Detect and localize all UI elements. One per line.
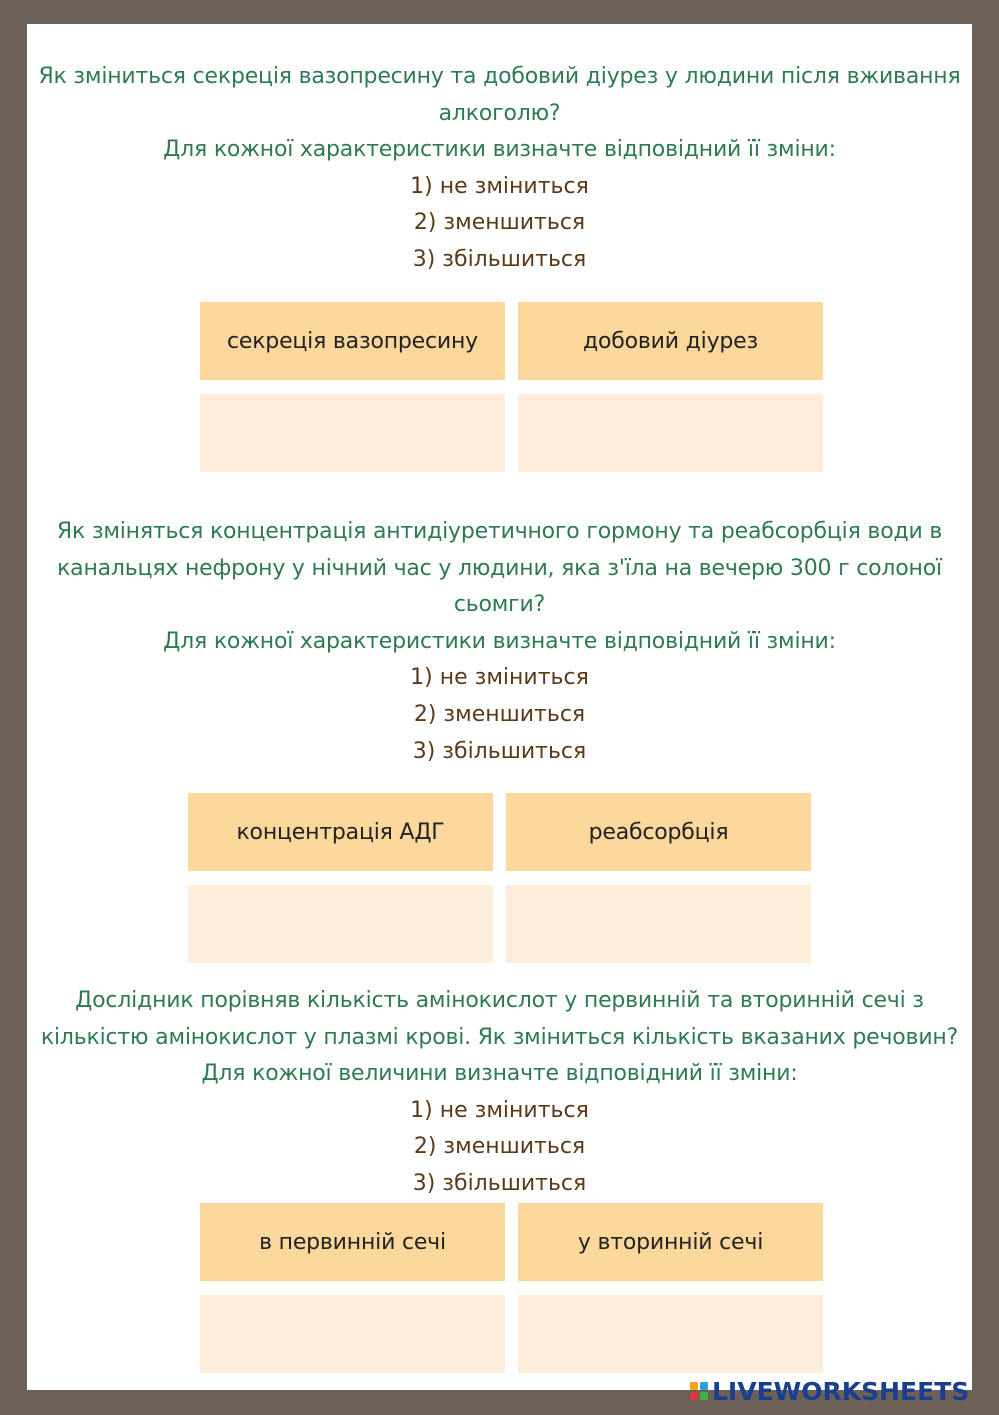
question-3 xyxy=(27,983,972,1203)
question-2-line-1: Як зміняться концентрація антидіуретичного гормону та реабсорбція води в xyxy=(56,519,943,544)
header-diuresis: добовий діурез xyxy=(518,302,823,380)
header-adh-concentration: концентрація АДГ xyxy=(188,793,493,871)
header-primary-urine: в первинній сечі xyxy=(200,1203,505,1281)
question-2-line-3: сьомги? xyxy=(453,592,546,618)
question-2 xyxy=(27,514,972,770)
question-1-line-1: Як зміниться секреція вазопресину та добовий діурез у людини після вживання xyxy=(38,64,961,89)
answer-box-diuresis[interactable] xyxy=(518,394,823,472)
question-2-instruction: Для кожної характеристики визначте відповідний її зміни: xyxy=(163,628,836,654)
question-1-instruction: Для кожної характеристики визначте відповідний її зміни: xyxy=(163,137,836,163)
header-reabsorption: реабсорбція xyxy=(506,793,811,871)
option-3: 3) збільшиться xyxy=(412,1170,587,1196)
worksheet-page xyxy=(27,24,972,1390)
question-1-line-2: алкоголю? xyxy=(438,100,561,126)
liveworksheets-logo-icon xyxy=(690,1382,708,1400)
liveworksheets-logo-text: LIVEWORKSHEETS xyxy=(712,1376,970,1406)
option-1: 1) не зміниться xyxy=(410,665,589,691)
option-2: 2) зменшиться xyxy=(413,701,586,727)
answer-box-reabsorption[interactable] xyxy=(506,885,811,963)
question-3-line-2: кількістю амінокислот у плазмі крові. Як зміниться кількість вказаних речовин? xyxy=(40,1024,959,1050)
option-3: 3) збільшиться xyxy=(412,738,587,764)
answer-box-vasopressin[interactable] xyxy=(200,394,505,472)
option-2: 2) зменшиться xyxy=(413,210,586,236)
option-1: 1) не зміниться xyxy=(410,173,589,199)
question-3-line-1: Дослідник порівняв кількість амінокислот у первинній та вторинній сечі з xyxy=(75,988,924,1013)
answer-box-secondary-urine[interactable] xyxy=(518,1295,823,1373)
answer-box-adh-concentration[interactable] xyxy=(188,885,493,963)
option-3: 3) збільшиться xyxy=(412,246,587,272)
answer-box-primary-urine[interactable] xyxy=(200,1295,505,1373)
header-vasopressin: секреція вазопресину xyxy=(200,302,505,380)
question-2-line-2: канальцях нефрону у нічний час у людини, яка з'їла на вечерю 300 г солоної xyxy=(57,555,942,581)
liveworksheets-logo[interactable] xyxy=(690,1376,969,1406)
question-1 xyxy=(27,59,972,279)
question-3-instruction: Для кожної величини визначте відповідний її зміни: xyxy=(201,1061,798,1087)
header-secondary-urine: у вторинній сечі xyxy=(518,1203,823,1281)
option-2: 2) зменшиться xyxy=(413,1134,586,1160)
option-1: 1) не зміниться xyxy=(410,1097,589,1123)
